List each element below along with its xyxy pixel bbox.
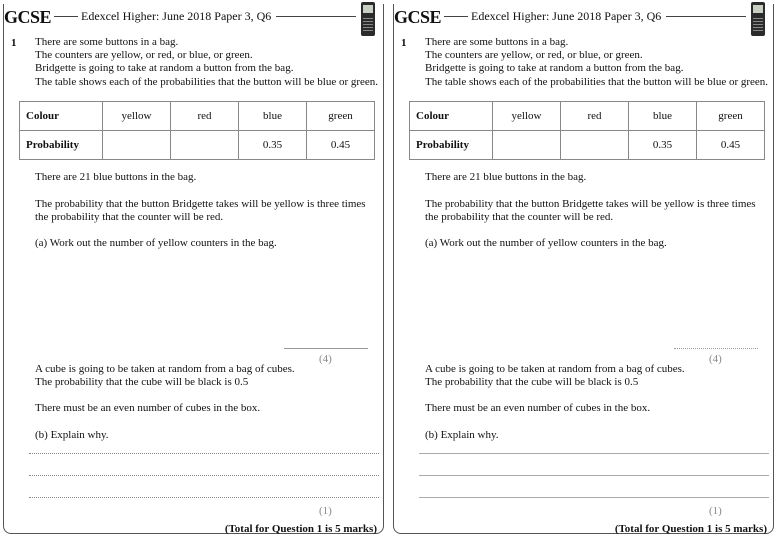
part-a-marks: (4) xyxy=(709,353,722,365)
answer-line-b[interactable] xyxy=(419,453,769,454)
colour-cell: blue xyxy=(629,102,697,131)
answer-line-b[interactable] xyxy=(29,475,379,476)
calculator-icon xyxy=(751,2,765,36)
colour-cell: red xyxy=(561,102,629,131)
colour-cell: green xyxy=(307,102,375,131)
probability-cell: 0.35 xyxy=(239,131,307,160)
colour-header: Colour xyxy=(410,102,493,131)
part-b-text-line: A cube is going to be taken at random from a bag of cubes. xyxy=(35,363,295,375)
part-b-text-line: The probability that the cube will be black is 0.5 xyxy=(35,376,249,388)
worksheet-page-right xyxy=(393,4,774,534)
probability-row xyxy=(410,131,765,160)
colour-row xyxy=(410,102,765,131)
intro-line: There are some buttons in a bag. xyxy=(425,36,569,48)
probability-header: Probability xyxy=(410,131,493,160)
header-rule xyxy=(276,16,356,17)
part-b-prompt: (b) Explain why. xyxy=(425,429,499,441)
part-b-prompt: (b) Explain why. xyxy=(35,429,109,441)
probability-cell[interactable] xyxy=(103,131,171,160)
total-marks: (Total for Question 1 is 5 marks) xyxy=(224,523,377,535)
probability-cell[interactable] xyxy=(561,131,629,160)
intro-line: The table shows each of the probabilities that the button will be blue or green. xyxy=(35,75,379,88)
answer-line-a[interactable] xyxy=(674,348,758,349)
part-b-text-line: There must be an even number of cubes in the box. xyxy=(425,402,651,414)
part-b-marks: (1) xyxy=(709,505,722,517)
probability-row xyxy=(20,131,375,160)
header-rule xyxy=(444,16,468,17)
answer-line-b[interactable] xyxy=(419,475,769,476)
part-b-text-line: The probability that the cube will be black is 0.5 xyxy=(425,376,639,388)
intro-line: The table shows each of the probabilities that the button will be blue or green. xyxy=(425,75,769,88)
calculator-icon xyxy=(361,2,375,36)
colour-cell: green xyxy=(697,102,765,131)
question-intro xyxy=(35,36,378,89)
worksheet-page-left xyxy=(3,4,384,534)
blue-count-text: There are 21 blue buttons in the bag. xyxy=(35,171,197,183)
intro-line: The counters are yellow, or red, or blue, or green. xyxy=(35,49,253,62)
total-marks: (Total for Question 1 is 5 marks) xyxy=(614,523,767,535)
answer-line-b[interactable] xyxy=(29,497,379,498)
probability-cell: 0.35 xyxy=(629,131,697,160)
question-number: 1 xyxy=(401,37,407,49)
exam-reference: Edexcel Higher: June 2018 Paper 3, Q6 xyxy=(471,9,662,23)
part-a-text-line: the probability that the counter will be red. xyxy=(425,211,614,223)
part-a-prompt: (a) Work out the number of yellow counters in the bag. xyxy=(425,237,667,249)
part-b-text-line: A cube is going to be taken at random from a bag of cubes. xyxy=(425,363,685,375)
part-a-text-line: The probability that the button Bridgette takes will be yellow is three times xyxy=(35,198,366,210)
gcse-logo: GCSE xyxy=(4,7,52,27)
part-a-marks: (4) xyxy=(319,353,332,365)
part-a-text-line: The probability that the button Bridgette takes will be yellow is three times xyxy=(425,198,756,210)
probability-header: Probability xyxy=(20,131,103,160)
gcse-logo: GCSE xyxy=(394,7,442,27)
probability-table xyxy=(19,101,375,160)
header-rule xyxy=(666,16,746,17)
part-a-text-line: the probability that the counter will be red. xyxy=(35,211,224,223)
colour-cell: blue xyxy=(239,102,307,131)
probability-cell: 0.45 xyxy=(307,131,375,160)
intro-line: Bridgette is going to take at random a button from the bag. xyxy=(35,62,294,75)
header-rule xyxy=(54,16,78,17)
probability-cell[interactable] xyxy=(493,131,561,160)
part-b-text-line: There must be an even number of cubes in the box. xyxy=(35,402,261,414)
intro-line: Bridgette is going to take at random a button from the bag. xyxy=(425,62,684,75)
probability-table xyxy=(409,101,765,160)
part-b-marks: (1) xyxy=(319,505,332,517)
intro-line: The counters are yellow, or red, or blue, or green. xyxy=(425,49,643,62)
page-header xyxy=(394,4,773,30)
part-a-prompt: (a) Work out the number of yellow counters in the bag. xyxy=(35,237,277,249)
blue-count-text: There are 21 blue buttons in the bag. xyxy=(425,171,587,183)
answer-line-b[interactable] xyxy=(419,497,769,498)
intro-line: There are some buttons in a bag. xyxy=(35,36,179,48)
probability-cell: 0.45 xyxy=(697,131,765,160)
colour-row xyxy=(20,102,375,131)
colour-cell: yellow xyxy=(103,102,171,131)
page-header xyxy=(4,4,383,30)
question-number: 1 xyxy=(11,37,17,49)
question-intro xyxy=(425,36,768,89)
answer-line-a[interactable] xyxy=(284,348,368,349)
probability-cell[interactable] xyxy=(171,131,239,160)
colour-cell: yellow xyxy=(493,102,561,131)
exam-reference: Edexcel Higher: June 2018 Paper 3, Q6 xyxy=(81,9,272,23)
colour-cell: red xyxy=(171,102,239,131)
colour-header: Colour xyxy=(20,102,103,131)
answer-line-b[interactable] xyxy=(29,453,379,454)
